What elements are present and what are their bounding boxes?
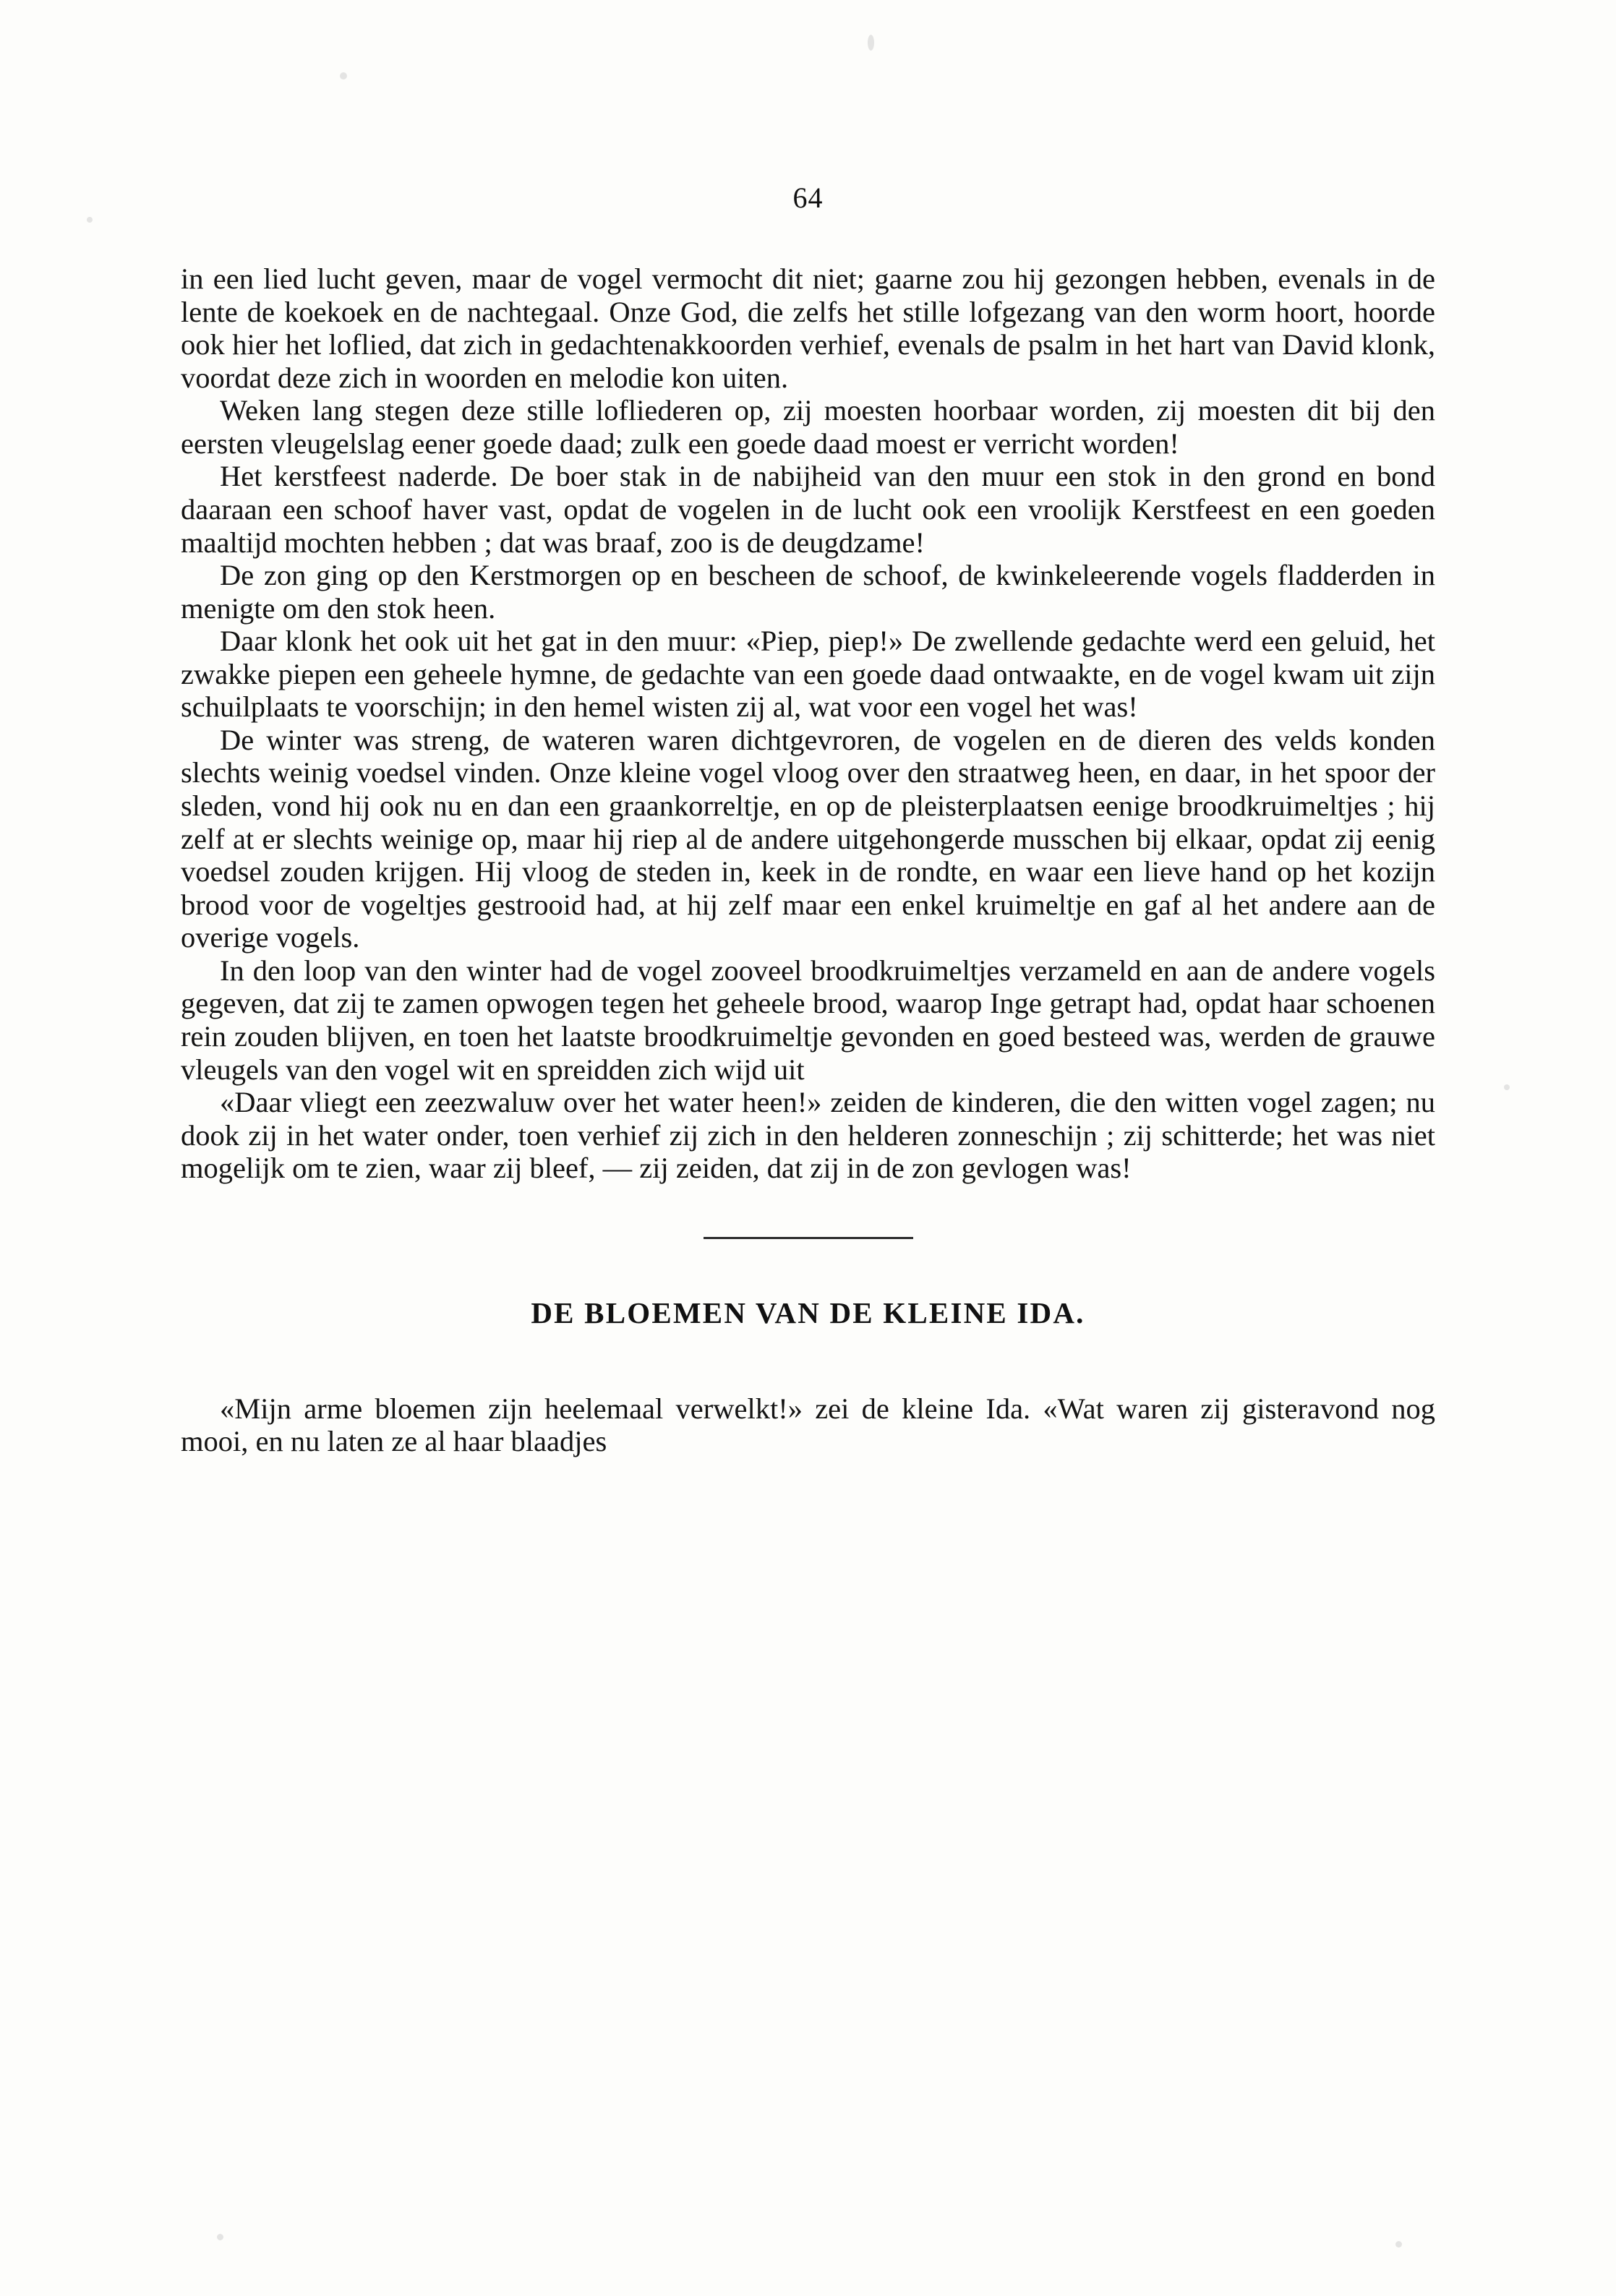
body-paragraph: «Mijn arme bloemen zijn heelemaal verwelkt!» zei de kleine Ida. «Wat waren zij gisteravond nog mooi, en nu laten ze al haar blaadjes bbox=[181, 1392, 1435, 1458]
page-content bbox=[181, 181, 1435, 1458]
page-number: 64 bbox=[792, 181, 824, 214]
body-paragraph: Weken lang stegen deze stille lofliederen op, zij moesten hoorbaar worden, zij moesten dit bij den eersten vleugelslag eener goede daad; zulk een goede daad moest er verricht worden! bbox=[181, 394, 1435, 460]
paper-smudge bbox=[340, 72, 347, 80]
body-paragraph: «Daar vliegt een zeezwaluw over het water heen!» zeiden de kinderen, die den witten vogel zagen; nu dook zij in het water onder, toen verhief zij zich in den helderen zonneschijn ; zij schitterde; het was niet mogelijk om te zien, waar zij bleef, — zij zeiden, dat zij in de zon gevlogen was! bbox=[181, 1086, 1435, 1185]
body-paragraph: Daar klonk het ook uit het gat in den muur: «Piep, piep!» De zwellende gedachte werd een geluid, het zwakke piepen een geheele hymne, de gedachte van een goede daad ontwaakte, en de vogel kwam uit zijn schuilplaats te voorschijn; in den hemel wisten zij al, wat voor een vogel het was! bbox=[181, 625, 1435, 724]
section-title: DE BLOEMEN VAN DE KLEINE IDA. bbox=[531, 1295, 1085, 1329]
paper-smudge bbox=[1504, 1084, 1510, 1090]
body-paragraph: In den loop van den winter had de vogel zooveel broodkruimeltjes verzameld en aan de andere vogels gegeven, dat zij te zamen opwogen tegen het geheele brood, waarop Inge getrapt had, opdat haar schoenen rein zouden blijven, en toen het laatste broodkruimeltje gevonden en goed besteed was, werden de grauwe vleugels van den vogel wit en spreidden zich wijd uit bbox=[181, 954, 1435, 1086]
section-divider-wrap bbox=[181, 1237, 1435, 1239]
body-paragraph: in een lied lucht geven, maar de vogel vermocht dit niet; gaarne zou hij gezongen hebben, evenals in de lente de koekoek en de nachtegaal. Onze God, die zelfs het stille lofgezang van den worm hoort, hoorde ook hier het loflied, dat zich in gedachtenakkoorden verhief, evenals de psalm in het hart van David klonk, voordat deze zich in woorden en melodie kon uiten. bbox=[181, 262, 1435, 394]
paper-smudge bbox=[868, 35, 874, 51]
paper-smudge bbox=[1395, 2241, 1402, 2248]
paper-smudge bbox=[87, 217, 93, 223]
body-paragraph: De winter was streng, de wateren waren dichtgevroren, de vogelen en de dieren des velds konden slechts weinig voedsel vinden. Onze kleine vogel vloog over den straatweg heen, en daar, in het spoor der sleden, vond hij ook nu en dan een graankorreltje, en op de pleisterplaatsen eenige broodkruimeltjes ; hij zelf at er slechts weinige op, maar hij riep al de andere uitgehongerde musschen bij elkaar, opdat zij eenig voedsel zouden krijgen. Hij vloog de steden in, keek in de rondte, en waar een lieve hand op het kozijn brood voor de vogeltjes gestrooid had, at hij zelf maar een enkel kruimeltje en gaf al het andere aan de overige vogels. bbox=[181, 723, 1435, 954]
paper-smudge bbox=[217, 2234, 223, 2240]
body-paragraph: Het kerstfeest naderde. De boer stak in de nabijheid van den muur een stok in den grond en bond daaraan een schoof haver vast, opdat de vogelen in de lucht ook een vroolijk Kerstfeest en een goeden maaltijd mochten hebben ; dat was braaf, zoo is de deugdzame! bbox=[181, 460, 1435, 559]
body-paragraph: De zon ging op den Kerstmorgen op en bescheen de schoof, de kwinkeleerende vogels fladderden in menigte om den stok heen. bbox=[181, 559, 1435, 625]
section-divider bbox=[704, 1237, 913, 1239]
